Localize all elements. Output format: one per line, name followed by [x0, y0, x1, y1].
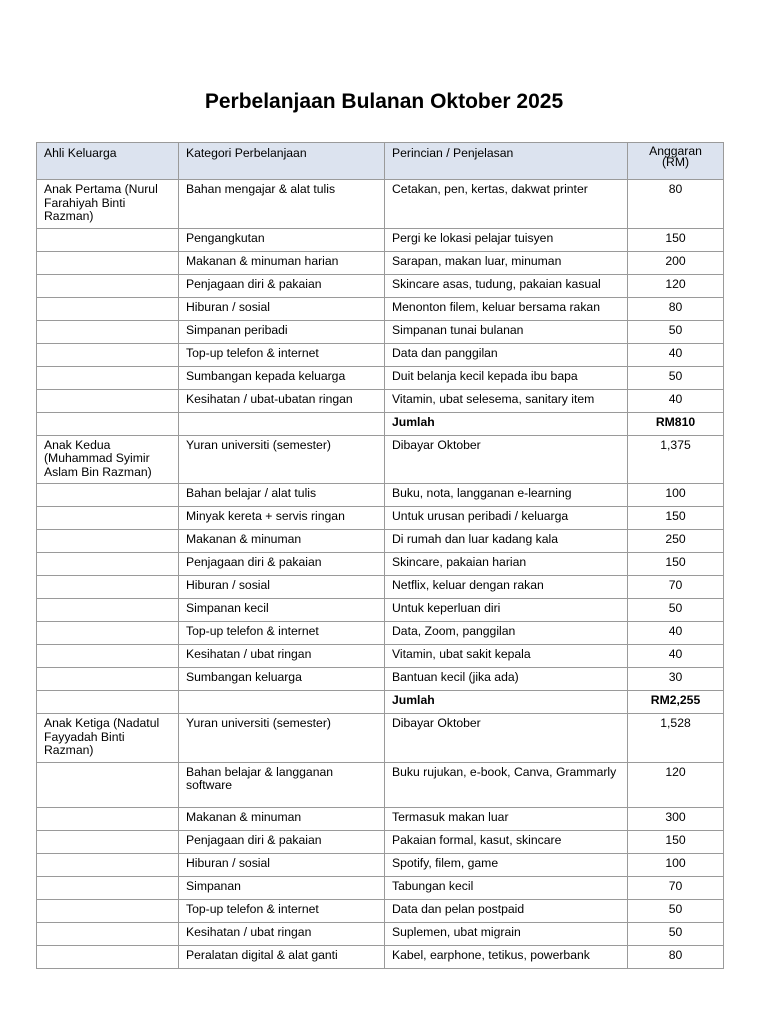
category-cell: Bahan belajar & langganan software: [179, 762, 385, 807]
member-cell: Anak Pertama (Nurul Farahiyah Binti Razman): [37, 180, 179, 229]
table-row: [37, 320, 724, 343]
member-cell: [37, 899, 179, 922]
table-row: [37, 714, 724, 763]
category-cell: Makanan & minuman: [179, 807, 385, 830]
category-cell: Simpanan peribadi: [179, 320, 385, 343]
table-row: [37, 622, 724, 645]
table-row: [37, 830, 724, 853]
member-cell: [37, 343, 179, 366]
category-cell: Makanan & minuman: [179, 530, 385, 553]
table-row: [37, 251, 724, 274]
amount-cell: 150: [628, 830, 724, 853]
category-cell: Yuran universiti (semester): [179, 435, 385, 484]
member-cell: [37, 530, 179, 553]
table-row: [37, 645, 724, 668]
member-cell: Anak Ketiga (Nadatul Fayyadah Binti Razman): [37, 714, 179, 763]
table-row: [37, 876, 724, 899]
details-cell: Buku rujukan, e-book, Canva, Grammarly: [385, 762, 628, 807]
member-cell: [37, 553, 179, 576]
table-row: [37, 553, 724, 576]
member-cell: [37, 389, 179, 412]
amount-cell: 40: [628, 622, 724, 645]
header-category: Kategori Perbelanjaan: [179, 143, 385, 180]
details-cell: Sarapan, makan luar, minuman: [385, 251, 628, 274]
member-cell: [37, 576, 179, 599]
amount-cell: 120: [628, 274, 724, 297]
details-cell: Termasuk makan luar: [385, 807, 628, 830]
details-cell: Pakaian formal, kasut, skincare: [385, 830, 628, 853]
amount-cell: 80: [628, 945, 724, 968]
member-cell: [37, 853, 179, 876]
amount-cell: 80: [628, 297, 724, 320]
amount-cell: 250: [628, 530, 724, 553]
member-cell: [37, 645, 179, 668]
member-cell: [37, 320, 179, 343]
member-cell: [37, 762, 179, 807]
amount-cell: 30: [628, 668, 724, 691]
category-cell: Hiburan / sosial: [179, 576, 385, 599]
category-cell: [179, 412, 385, 435]
category-cell: Hiburan / sosial: [179, 853, 385, 876]
table-row: [37, 343, 724, 366]
category-cell: Penjagaan diri & pakaian: [179, 553, 385, 576]
amount-cell: 100: [628, 853, 724, 876]
amount-cell: 1,528: [628, 714, 724, 763]
table-row: [37, 435, 724, 484]
member-cell: [37, 228, 179, 251]
total-row: [37, 412, 724, 435]
table-row: [37, 899, 724, 922]
amount-cell: 50: [628, 320, 724, 343]
details-cell: Kabel, earphone, tetikus, powerbank: [385, 945, 628, 968]
amount-cell: 40: [628, 343, 724, 366]
category-cell: Kesihatan / ubat ringan: [179, 922, 385, 945]
amount-cell: 50: [628, 366, 724, 389]
total-amount: RM810: [628, 412, 724, 435]
table-row: [37, 274, 724, 297]
amount-cell: 120: [628, 762, 724, 807]
amount-cell: 40: [628, 389, 724, 412]
budget-table: [36, 142, 724, 969]
table-row: [37, 366, 724, 389]
category-cell: Hiburan / sosial: [179, 297, 385, 320]
amount-cell: 200: [628, 251, 724, 274]
amount-cell: 150: [628, 553, 724, 576]
table-row: [37, 507, 724, 530]
category-cell: Makanan & minuman harian: [179, 251, 385, 274]
details-cell: Spotify, filem, game: [385, 853, 628, 876]
member-cell: [37, 945, 179, 968]
details-cell: Duit belanja kecil kepada ibu bapa: [385, 366, 628, 389]
details-cell: Tabungan kecil: [385, 876, 628, 899]
amount-cell: 100: [628, 484, 724, 507]
total-label: Jumlah: [385, 691, 628, 714]
category-cell: Sumbangan keluarga: [179, 668, 385, 691]
table-row: [37, 599, 724, 622]
details-cell: Simpanan tunai bulanan: [385, 320, 628, 343]
details-cell: Buku, nota, langganan e-learning: [385, 484, 628, 507]
amount-cell: 150: [628, 507, 724, 530]
category-cell: Bahan belajar / alat tulis: [179, 484, 385, 507]
details-cell: Dibayar Oktober: [385, 435, 628, 484]
table-row: [37, 762, 724, 807]
page-title: Perbelanjaan Bulanan Oktober 2025: [204, 90, 564, 113]
member-cell: [37, 807, 179, 830]
table-row: [37, 389, 724, 412]
category-cell: Peralatan digital & alat ganti: [179, 945, 385, 968]
header-member: Ahli Keluarga: [37, 143, 179, 180]
member-cell: Anak Kedua (Muhammad Syimir Aslam Bin Razman): [37, 435, 179, 484]
table-row: [37, 853, 724, 876]
category-cell: Minyak kereta + servis ringan: [179, 507, 385, 530]
member-cell: [37, 668, 179, 691]
member-cell: [37, 691, 179, 714]
member-cell: [37, 484, 179, 507]
total-row: [37, 691, 724, 714]
details-cell: Skincare, pakaian harian: [385, 553, 628, 576]
table-row: [37, 297, 724, 320]
category-cell: Yuran universiti (semester): [179, 714, 385, 763]
category-cell: Top-up telefon & internet: [179, 622, 385, 645]
amount-cell: 40: [628, 645, 724, 668]
amount-cell: 150: [628, 228, 724, 251]
table-row: [37, 945, 724, 968]
category-cell: Top-up telefon & internet: [179, 899, 385, 922]
details-cell: Bantuan kecil (jika ada): [385, 668, 628, 691]
details-cell: Untuk keperluan diri: [385, 599, 628, 622]
category-cell: Kesihatan / ubat-ubatan ringan: [179, 389, 385, 412]
category-cell: Penjagaan diri & pakaian: [179, 274, 385, 297]
details-cell: Cetakan, pen, kertas, dakwat printer: [385, 180, 628, 229]
table-body: [37, 180, 724, 969]
category-cell: [179, 691, 385, 714]
table-row: [37, 228, 724, 251]
amount-cell: 80: [628, 180, 724, 229]
member-cell: [37, 366, 179, 389]
member-cell: [37, 876, 179, 899]
details-cell: Data, Zoom, panggilan: [385, 622, 628, 645]
details-cell: Suplemen, ubat migrain: [385, 922, 628, 945]
member-cell: [37, 622, 179, 645]
table-row: [37, 922, 724, 945]
details-cell: Netflix, keluar dengan rakan: [385, 576, 628, 599]
table-row: [37, 484, 724, 507]
details-cell: Menonton filem, keluar bersama rakan: [385, 297, 628, 320]
member-cell: [37, 251, 179, 274]
details-cell: Data dan pelan postpaid: [385, 899, 628, 922]
member-cell: [37, 922, 179, 945]
category-cell: Sumbangan kepada keluarga: [179, 366, 385, 389]
member-cell: [37, 599, 179, 622]
details-cell: Dibayar Oktober: [385, 714, 628, 763]
table-row: [37, 576, 724, 599]
table-header-row: [37, 143, 724, 180]
member-cell: [37, 507, 179, 530]
amount-cell: 50: [628, 922, 724, 945]
category-cell: Simpanan kecil: [179, 599, 385, 622]
amount-cell: 70: [628, 876, 724, 899]
table-row: [37, 180, 724, 229]
category-cell: Top-up telefon & internet: [179, 343, 385, 366]
amount-cell: 70: [628, 576, 724, 599]
category-cell: Simpanan: [179, 876, 385, 899]
amount-cell: 1,375: [628, 435, 724, 484]
table-row: [37, 807, 724, 830]
category-cell: Bahan mengajar & alat tulis: [179, 180, 385, 229]
total-amount: RM2,255: [628, 691, 724, 714]
table-row: [37, 668, 724, 691]
details-cell: Vitamin, ubat selesema, sanitary item: [385, 389, 628, 412]
header-budget: Anggaran (RM): [628, 143, 724, 180]
details-cell: Vitamin, ubat sakit kepala: [385, 645, 628, 668]
table-row: [37, 530, 724, 553]
category-cell: Penjagaan diri & pakaian: [179, 830, 385, 853]
details-cell: Untuk urusan peribadi / keluarga: [385, 507, 628, 530]
category-cell: Pengangkutan: [179, 228, 385, 251]
amount-cell: 50: [628, 899, 724, 922]
member-cell: [37, 830, 179, 853]
member-cell: [37, 297, 179, 320]
amount-cell: 300: [628, 807, 724, 830]
details-cell: Data dan panggilan: [385, 343, 628, 366]
details-cell: Skincare asas, tudung, pakaian kasual: [385, 274, 628, 297]
category-cell: Kesihatan / ubat ringan: [179, 645, 385, 668]
details-cell: Pergi ke lokasi pelajar tuisyen: [385, 228, 628, 251]
header-details: Perincian / Penjelasan: [385, 143, 628, 180]
details-cell: Di rumah dan luar kadang kala: [385, 530, 628, 553]
total-label: Jumlah: [385, 412, 628, 435]
member-cell: [37, 274, 179, 297]
member-cell: [37, 412, 179, 435]
amount-cell: 50: [628, 599, 724, 622]
